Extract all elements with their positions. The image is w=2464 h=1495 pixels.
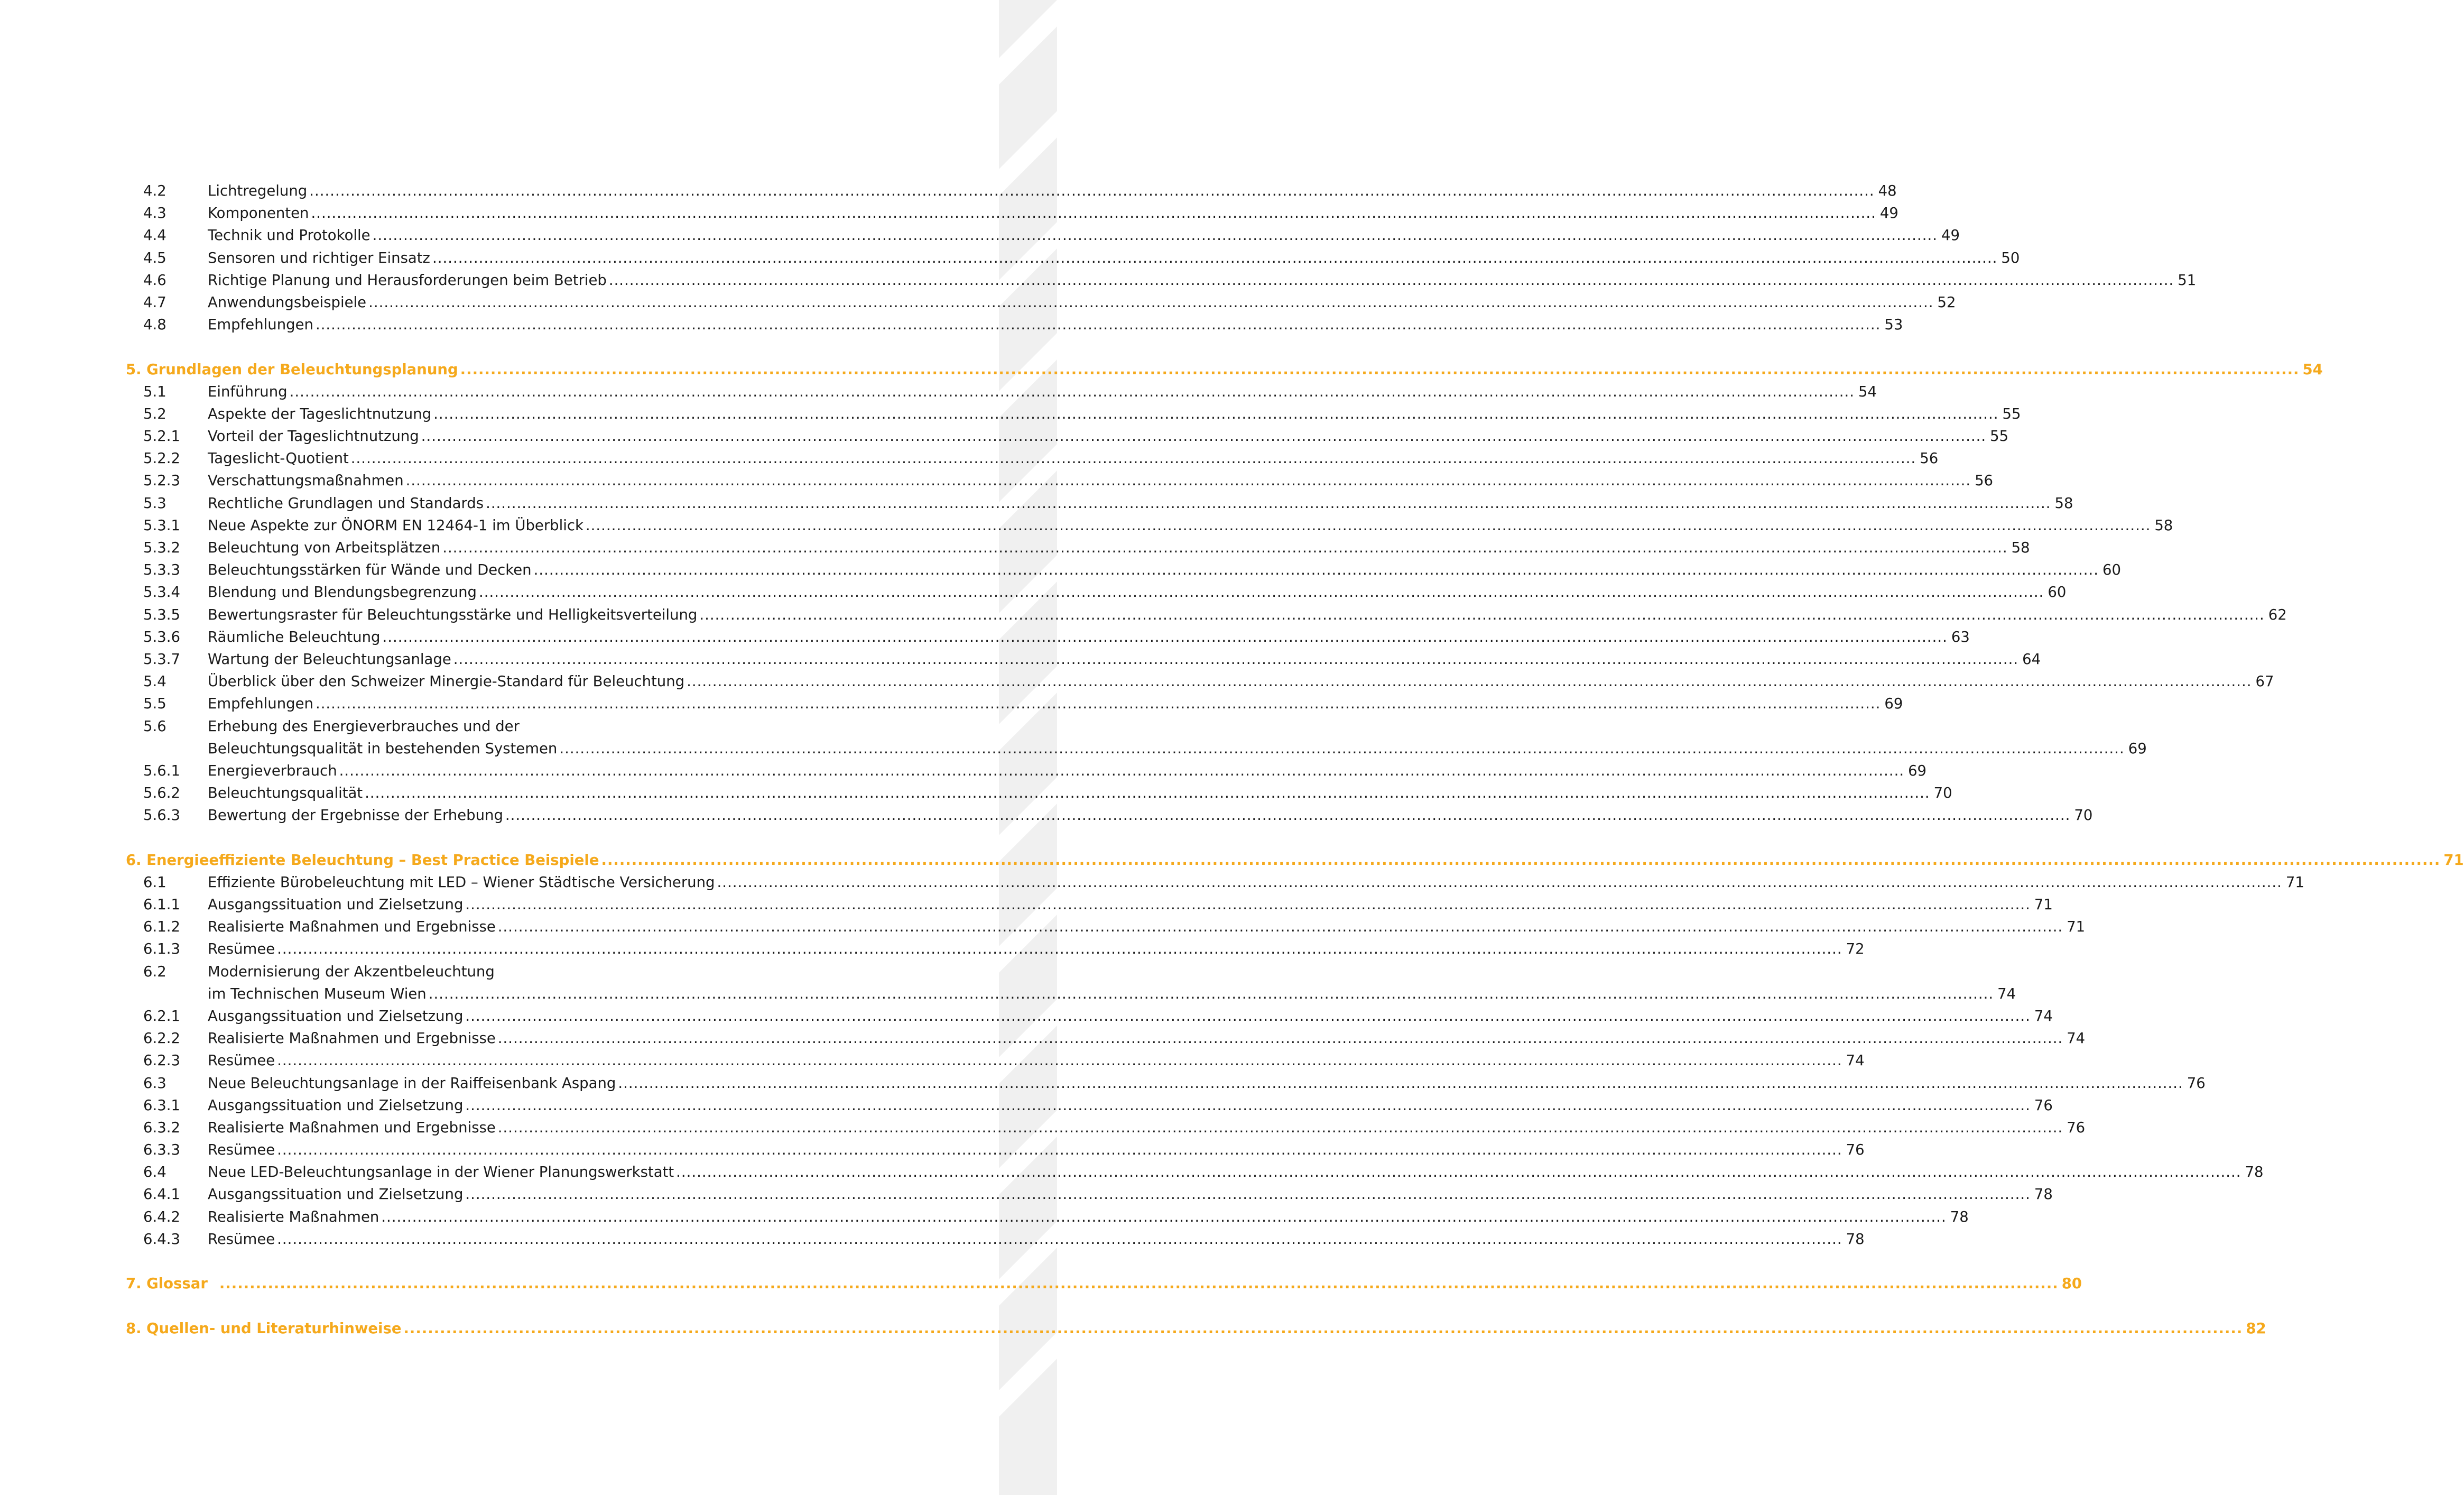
page-number: 74	[1846, 1052, 1865, 1069]
page-number: 71	[2443, 851, 2464, 869]
leader-dots	[311, 202, 1876, 224]
toc-entry[interactable]	[126, 1005, 2053, 1027]
toc-entry[interactable]	[126, 469, 1994, 492]
page-number: 78	[1846, 1230, 1865, 1248]
page-number: 76	[2067, 1119, 2086, 1136]
leader-dots	[465, 1005, 2030, 1027]
leader-dots	[498, 1116, 2063, 1139]
table-of-contents	[126, 180, 2464, 1340]
page-number: 69	[1908, 762, 1927, 779]
toc-entry[interactable]	[126, 313, 1903, 336]
toc-entry[interactable]	[126, 581, 2067, 603]
toc-entry[interactable]	[126, 559, 2122, 581]
page-number: 48	[1878, 182, 1897, 199]
toc-entry[interactable]	[126, 604, 2287, 626]
toc-section-4-entries	[126, 180, 2197, 336]
toc-entry[interactable]	[126, 938, 1865, 960]
toc-entry[interactable]	[126, 760, 1927, 782]
entry-title: Aspekte der Tageslichtnutzung	[208, 405, 432, 422]
entry-number: 4.2	[143, 182, 166, 199]
spacer	[126, 336, 765, 358]
entry-number: 6.3.2	[143, 1119, 180, 1136]
page-number: 74	[2067, 1030, 2086, 1047]
page-number: 51	[2178, 271, 2197, 289]
entry-number: 5.3.4	[143, 584, 180, 601]
toc-section-5-6-entries	[126, 760, 2093, 827]
leader-dots	[676, 1161, 2241, 1183]
entry-title: Verschattungsmaßnahmen	[208, 472, 404, 490]
entry-title: Überblick über den Schweizer Minergie-Standard für Beleuchtung	[208, 673, 685, 690]
entry-title-line-2: Beleuchtungsqualität in bestehenden Systemen	[208, 740, 558, 757]
entry-number: 6.2.1	[143, 1007, 180, 1025]
toc-entry-5-6-continued[interactable]	[126, 737, 2147, 760]
leader-dots	[403, 1317, 2243, 1340]
entry-number: 5.4	[143, 673, 166, 690]
entry-title: Neue LED-Beleuchtungsanlage in der Wiener Planungswerkstatt	[208, 1164, 674, 1181]
entry-title: Bewertung der Ergebnisse der Erhebung	[208, 807, 503, 824]
toc-entry[interactable]	[126, 1228, 1865, 1250]
entry-number: 5.5	[143, 695, 166, 713]
leader-dots	[368, 291, 1933, 313]
toc-entry[interactable]	[126, 670, 2274, 693]
entry-number: 5.3	[143, 494, 166, 512]
page-number: 50	[2001, 249, 2020, 266]
entry-number: 4.4	[143, 227, 166, 244]
toc-entry[interactable]	[126, 648, 2041, 670]
page-number: 80	[2061, 1275, 2082, 1293]
toc-entry-6-2-continued[interactable]	[126, 983, 2016, 1005]
entry-number: 5.3.3	[143, 561, 180, 579]
leader-dots	[460, 358, 2300, 381]
toc-chapter-8[interactable]	[126, 1317, 2266, 1340]
entry-title: Empfehlungen	[208, 316, 313, 334]
toc-entry[interactable]	[126, 447, 1939, 469]
leader-dots	[433, 403, 1998, 425]
leader-dots	[316, 313, 1881, 336]
leader-dots	[277, 1049, 1842, 1072]
toc-entry[interactable]	[126, 247, 2020, 269]
entry-number: 5.2.3	[143, 472, 180, 490]
entry-number: 5.2	[143, 405, 166, 422]
entry-number: 6.4.3	[143, 1230, 180, 1248]
entry-title: Lichtregelung	[208, 182, 308, 199]
entry-title: Neue Aspekte zur ÖNORM EN 12464-1 im Überblick	[208, 516, 583, 534]
entry-title: Neue Beleuchtungsanlage in der Raiffeisenbank Aspang	[208, 1074, 616, 1092]
entry-title: Tageslicht-Quotient	[208, 450, 349, 467]
leader-dots	[421, 425, 1986, 447]
page-number: 62	[2268, 606, 2287, 623]
toc-entry[interactable]	[126, 1206, 1969, 1228]
page-number: 78	[2245, 1164, 2264, 1181]
toc-entry[interactable]	[126, 1161, 2264, 1183]
page-number: 76	[2034, 1096, 2053, 1114]
entry-title: Ausgangssituation und Zielsetzung	[208, 1186, 464, 1203]
entry-title: Resümee	[208, 940, 275, 958]
entry-title: Ausgangssituation und Zielsetzung	[208, 1007, 464, 1025]
toc-entry[interactable]	[126, 291, 1956, 313]
spacer	[126, 1295, 765, 1317]
spacer	[126, 826, 765, 848]
toc-entry[interactable]	[126, 893, 2053, 916]
leader-dots	[442, 537, 2007, 559]
toc-entry[interactable]	[126, 1139, 1865, 1161]
page-number: 54	[1858, 383, 1877, 400]
entry-number: 6.4.1	[143, 1186, 180, 1203]
page-number: 60	[2048, 584, 2067, 601]
page-number: 71	[2067, 918, 2086, 936]
leader-dots	[453, 648, 2018, 670]
toc-entry[interactable]	[126, 269, 2197, 291]
entry-number: 5.3.1	[143, 516, 180, 534]
leader-dots	[382, 626, 1947, 648]
entry-title: Blendung und Blendungsbegrenzung	[208, 584, 477, 601]
entry-number: 6.4	[143, 1164, 166, 1181]
page-number: 71	[2285, 873, 2304, 891]
entry-title: Anwendungsbeispiele	[208, 293, 367, 311]
entry-number: 5.6.2	[143, 785, 180, 802]
toc-entry[interactable]	[126, 693, 1903, 715]
entry-title: Ausgangssituation und Zielsetzung	[208, 1096, 464, 1114]
leader-dots	[601, 849, 2441, 871]
entry-title: Wartung der Beleuchtungsanlage	[208, 650, 451, 668]
toc-entry-6-2[interactable]	[126, 961, 765, 983]
toc-entry-5-6[interactable]	[126, 715, 765, 737]
entry-title: Realisierte Maßnahmen und Ergebnisse	[208, 918, 496, 936]
leader-dots	[465, 893, 2030, 916]
entry-title: Resümee	[208, 1052, 275, 1069]
chapter-title: 7. Glossar	[126, 1275, 208, 1293]
toc-chapter-5[interactable]	[126, 358, 2323, 381]
leader-dots	[277, 1139, 1842, 1161]
page-number: 49	[1879, 205, 1898, 222]
leader-dots	[339, 760, 1904, 782]
toc-entry[interactable]	[126, 1116, 2086, 1139]
entry-number: 4.7	[143, 293, 166, 311]
entry-title: Ausgangssituation und Zielsetzung	[208, 896, 464, 913]
entry-title: Rechtliche Grundlagen und Standards	[208, 494, 484, 512]
leader-dots	[309, 180, 1874, 202]
entry-title: Vorteil der Tageslichtnutzung	[208, 428, 419, 445]
page-number: 76	[1846, 1141, 1865, 1159]
leader-dots	[381, 1206, 1946, 1228]
page-number: 69	[1884, 695, 1903, 713]
entry-number: 5.6.1	[143, 762, 180, 779]
toc-entry[interactable]	[126, 224, 1960, 246]
entry-number: 5.2.2	[143, 450, 180, 467]
entry-title: Empfehlungen	[208, 695, 313, 713]
entry-title: Technik und Protokolle	[208, 227, 370, 244]
page-number: 58	[2054, 494, 2073, 512]
entry-number: 5.1	[143, 383, 166, 400]
entry-number: 4.5	[143, 249, 166, 266]
toc-entry[interactable]	[126, 202, 1898, 224]
page-number: 49	[1941, 227, 1960, 244]
leader-dots	[465, 1094, 2030, 1116]
leader-dots	[609, 269, 2174, 291]
entry-number: 6.1.3	[143, 940, 180, 958]
entry-title: Realisierte Maßnahmen und Ergebnisse	[208, 1119, 496, 1136]
chapter-title: 6. Energieeffiziente Beleuchtung – Best Practice Beispiele	[126, 851, 599, 869]
page-number: 53	[1884, 316, 1903, 334]
entry-number: 5.3.2	[143, 539, 180, 556]
entry-title: Resümee	[208, 1141, 275, 1159]
page-number: 58	[2011, 539, 2030, 556]
entry-title-line-2: im Technischen Museum Wien	[208, 985, 427, 1002]
toc-entry[interactable]	[126, 1049, 1865, 1072]
leader-dots	[219, 1272, 2059, 1295]
leader-dots	[717, 871, 2282, 893]
entry-title: Bewertungsraster für Beleuchtungsstärke und Helligkeitsverteilung	[208, 606, 698, 623]
leader-dots	[559, 737, 2124, 760]
leader-dots	[479, 581, 2044, 603]
entry-number: 5.3.5	[143, 606, 180, 623]
page-number: 74	[1997, 985, 2016, 1002]
toc-entry[interactable]	[126, 871, 2304, 893]
toc-entry[interactable]	[126, 916, 2086, 938]
toc-chapter-7[interactable]	[126, 1272, 2082, 1295]
leader-dots	[365, 782, 1930, 804]
page-number: 64	[2022, 650, 2041, 668]
page-number: 56	[1975, 472, 1994, 490]
toc-chapter-6[interactable]	[126, 849, 2464, 871]
entry-title: Einführung	[208, 383, 288, 400]
page-number: 76	[2187, 1074, 2206, 1092]
entry-title: Effiziente Bürobeleuchtung mit LED – Wiener Städtische Versicherung	[208, 873, 715, 891]
toc-entry[interactable]	[126, 514, 2173, 537]
entry-number: 5.3.6	[143, 628, 180, 645]
leader-dots	[498, 1027, 2063, 1049]
toc-entry[interactable]	[126, 804, 2093, 826]
chapter-title: 5. Grundlagen der Beleuchtungsplanung	[126, 361, 458, 378]
toc-entry[interactable]	[126, 180, 1897, 202]
entry-number: 4.8	[143, 316, 166, 334]
entry-number: 5.6.3	[143, 807, 180, 824]
leader-dots	[277, 938, 1842, 960]
chapter-title: 8. Quellen- und Literaturhinweise	[126, 1319, 402, 1337]
page-number: 55	[2002, 405, 2021, 422]
toc-section-6-1-entries	[126, 871, 2304, 961]
entry-number: 6.2	[143, 963, 166, 980]
leader-dots	[373, 224, 1938, 246]
leader-dots	[699, 604, 2264, 626]
entry-number: 4.6	[143, 271, 166, 289]
entry-title: Räumliche Beleuchtung	[208, 628, 381, 645]
entry-number: 5.2.1	[143, 428, 180, 445]
entry-number: 6.3.3	[143, 1141, 180, 1159]
toc-entry[interactable]	[126, 782, 1952, 804]
page-number: 52	[1937, 293, 1956, 311]
entry-number: 6.1	[143, 873, 166, 891]
leader-dots	[465, 1183, 2030, 1205]
page-number: 74	[2034, 1007, 2053, 1025]
toc-entry[interactable]	[126, 381, 1877, 403]
entry-title: Beleuchtung von Arbeitsplätzen	[208, 539, 441, 556]
spacer	[126, 1250, 765, 1272]
entry-title: Resümee	[208, 1230, 275, 1248]
entry-number: 6.3.1	[143, 1096, 180, 1114]
page-number: 78	[1950, 1208, 1969, 1225]
toc-entry[interactable]	[126, 1027, 2086, 1049]
entry-title: Komponenten	[208, 205, 309, 222]
leader-dots	[586, 514, 2151, 537]
leader-dots	[432, 247, 1997, 269]
entry-title: Sensoren und richtiger Einsatz	[208, 249, 430, 266]
toc-entry[interactable]	[126, 626, 1970, 648]
page-number: 70	[2074, 807, 2093, 824]
entry-title: Beleuchtungsstärken für Wände und Decken	[208, 561, 532, 579]
entry-number: 6.2.3	[143, 1052, 180, 1069]
page-number: 71	[2034, 896, 2053, 913]
toc-entry[interactable]	[126, 492, 2073, 514]
entry-number: 5.3.7	[143, 650, 180, 668]
page-number: 60	[2102, 561, 2122, 579]
page-number: 82	[2246, 1319, 2266, 1337]
entry-number: 6.4.2	[143, 1208, 180, 1225]
toc-section-5-entries	[126, 381, 2287, 715]
entry-title: Realisierte Maßnahmen und Ergebnisse	[208, 1030, 496, 1047]
leader-dots	[351, 447, 1916, 469]
toc-entry[interactable]	[126, 425, 2009, 447]
leader-dots	[316, 693, 1881, 715]
toc-entry[interactable]	[126, 1183, 2053, 1205]
page-number: 69	[2128, 740, 2147, 757]
page-number: 55	[1990, 428, 2009, 445]
leader-dots	[498, 916, 2063, 938]
entry-title: Realisierte Maßnahmen	[208, 1208, 379, 1225]
page-number: 67	[2255, 673, 2274, 690]
entry-number: 6.1.2	[143, 918, 180, 936]
entry-number: 6.1.1	[143, 896, 180, 913]
toc-entry[interactable]	[126, 537, 2030, 559]
toc-entry[interactable]	[126, 1072, 2206, 1094]
page-number: 58	[2154, 516, 2173, 534]
leader-dots	[290, 381, 1855, 403]
entry-title-line-1: Erhebung des Energieverbrauches und der	[208, 717, 520, 735]
toc-entry[interactable]	[126, 403, 2021, 425]
entry-title-line-1: Modernisierung der Akzentbeleuchtung	[208, 963, 495, 980]
leader-dots	[429, 983, 1994, 1005]
leader-dots	[406, 469, 1971, 492]
entry-number: 6.3	[143, 1074, 166, 1092]
leader-dots	[277, 1228, 1842, 1250]
page-number: 78	[2034, 1186, 2053, 1203]
leader-dots	[534, 559, 2099, 581]
entry-title: Richtige Planung und Herausforderungen beim Betrieb	[208, 271, 607, 289]
entry-number: 6.2.2	[143, 1030, 180, 1047]
leader-dots	[618, 1072, 2183, 1094]
entry-title: Beleuchtungsqualität	[208, 785, 363, 802]
leader-dots	[687, 670, 2252, 693]
entry-number: 4.3	[143, 205, 166, 222]
page-number: 54	[2302, 361, 2323, 378]
page-number: 72	[1846, 940, 1865, 958]
entry-title: Energieverbrauch	[208, 762, 337, 779]
page-number: 56	[1920, 450, 1939, 467]
leader-dots	[505, 804, 2070, 826]
entry-number: 5.6	[143, 717, 166, 735]
toc-entry[interactable]	[126, 1094, 2053, 1116]
page-number: 63	[1951, 628, 1970, 645]
page-number: 70	[1933, 785, 1952, 802]
toc-section-6-2-to-6-4-entries	[126, 1005, 2264, 1250]
leader-dots	[486, 492, 2051, 514]
